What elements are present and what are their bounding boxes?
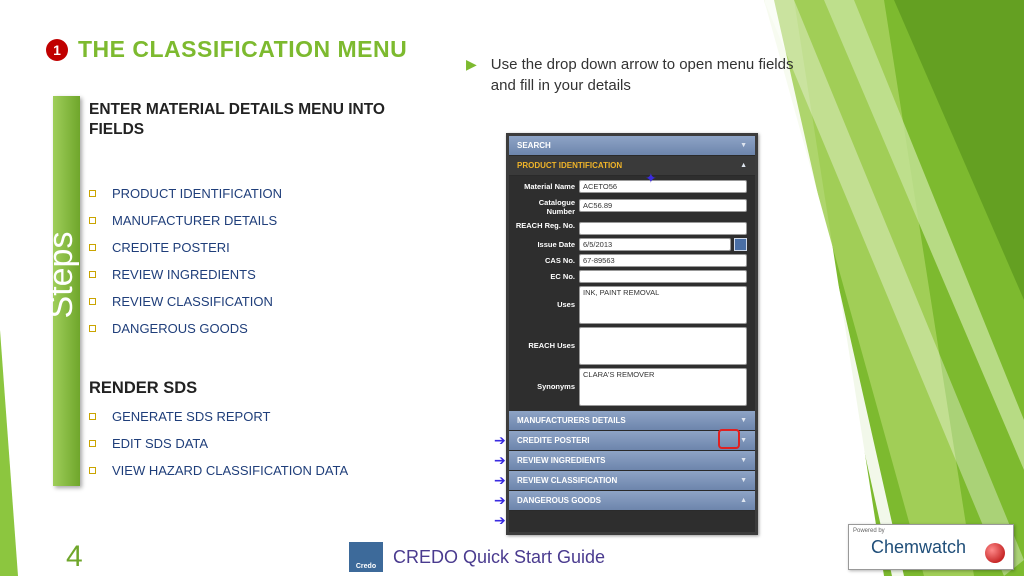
chevron-down-icon[interactable]: ▼ bbox=[740, 142, 747, 149]
list-item-label: CREDITE POSTERI bbox=[112, 240, 230, 255]
material-name-field[interactable]: ACETO56 bbox=[579, 180, 747, 193]
bullet-icon bbox=[89, 440, 96, 447]
review-ingredients-header[interactable] bbox=[509, 451, 755, 471]
list-item bbox=[89, 403, 348, 430]
chevron-up-icon[interactable]: ▲ bbox=[740, 497, 747, 504]
slide-title-row bbox=[46, 36, 407, 63]
list-item bbox=[89, 457, 348, 484]
section-header-label: MANUFACTURERS DETAILS bbox=[517, 416, 626, 425]
synonyms-field[interactable]: CLARA'S REMOVER bbox=[579, 368, 747, 406]
list-item-label: REVIEW CLASSIFICATION bbox=[112, 294, 273, 309]
page-number: 4 bbox=[66, 540, 83, 573]
arrow-pointer-icon: ➔ bbox=[494, 432, 506, 448]
list-item bbox=[89, 207, 282, 234]
form-row bbox=[513, 180, 747, 193]
list-item bbox=[89, 430, 348, 457]
form-row bbox=[513, 219, 747, 235]
list-item bbox=[89, 315, 282, 342]
field-label: REACH Uses bbox=[528, 341, 575, 350]
product-identification-form bbox=[509, 176, 755, 411]
field-label: Synonyms bbox=[537, 382, 575, 391]
arrow-pointer-icon: ➔ bbox=[494, 472, 506, 488]
powered-by-label: Powered by bbox=[853, 528, 885, 534]
bullet-icon bbox=[89, 217, 96, 224]
section-header-label: CREDITE POSTERI bbox=[517, 436, 590, 445]
form-row bbox=[513, 196, 747, 216]
field-label: Material Name bbox=[524, 182, 575, 191]
chevron-down-icon[interactable]: ▼ bbox=[740, 477, 747, 484]
section-header-label: PRODUCT IDENTIFICATION bbox=[517, 161, 623, 170]
bullet-icon bbox=[89, 467, 96, 474]
bullet-icon bbox=[89, 190, 96, 197]
render-sds-heading: RENDER SDS bbox=[89, 379, 198, 397]
field-label: EC No. bbox=[550, 272, 575, 281]
steps-label: Steps bbox=[42, 231, 80, 319]
issue-date-field[interactable]: 6/5/2013 bbox=[579, 238, 731, 251]
chevron-down-icon[interactable]: ▼ bbox=[740, 437, 747, 444]
manufacturers-details-header[interactable] bbox=[509, 411, 755, 431]
render-sds-list bbox=[89, 403, 348, 484]
list-item bbox=[89, 234, 282, 261]
catalogue-number-field[interactable]: AC56.89 bbox=[579, 199, 747, 212]
credo-logo: Credo bbox=[349, 542, 383, 572]
reach-uses-field[interactable] bbox=[579, 327, 747, 365]
bullet-icon bbox=[89, 298, 96, 305]
arrow-pointer-icon: ➔ bbox=[494, 452, 506, 468]
chemwatch-logo bbox=[848, 524, 1014, 570]
uses-field[interactable]: INK, PAINT REMOVAL bbox=[579, 286, 747, 324]
list-item-label: REVIEW INGREDIENTS bbox=[112, 267, 256, 282]
star-marker-icon: ✦ bbox=[645, 170, 657, 186]
footer-title: CREDO Quick Start Guide bbox=[393, 546, 606, 567]
field-label: Issue Date bbox=[537, 240, 575, 249]
list-item-label: EDIT SDS DATA bbox=[112, 436, 209, 451]
section-header-label: REVIEW INGREDIENTS bbox=[517, 456, 606, 465]
bullet-icon bbox=[89, 244, 96, 251]
chevron-up-icon[interactable]: ▲ bbox=[740, 162, 747, 169]
chemwatch-ball-icon bbox=[985, 543, 1005, 563]
chevron-down-icon[interactable]: ▼ bbox=[740, 417, 747, 424]
instruction-tip bbox=[466, 54, 806, 96]
enter-details-list bbox=[89, 180, 282, 342]
review-classification-header[interactable] bbox=[509, 471, 755, 491]
search-section-header[interactable] bbox=[509, 136, 755, 156]
enter-details-heading: ENTER MATERIAL DETAILS MENU INTO FIELDS bbox=[89, 101, 385, 138]
field-label: CAS No. bbox=[545, 256, 575, 265]
form-row bbox=[513, 368, 747, 406]
list-item-label: MANUFACTURER DETAILS bbox=[112, 213, 278, 228]
list-item bbox=[89, 288, 282, 315]
step-number-badge: 1 bbox=[46, 39, 68, 61]
form-row bbox=[513, 286, 747, 324]
list-item-label: VIEW HAZARD CLASSIFICATION DATA bbox=[112, 463, 349, 478]
list-item-label: GENERATE SDS REPORT bbox=[112, 409, 271, 424]
section-header-label: REVIEW CLASSIFICATION bbox=[517, 476, 618, 485]
field-label: Catalogue Number bbox=[538, 198, 575, 216]
arrow-pointer-icon: ➔ bbox=[494, 492, 506, 508]
dangerous-goods-header[interactable] bbox=[509, 491, 755, 511]
dropdown-highlight-ring bbox=[718, 429, 740, 449]
form-row bbox=[513, 238, 747, 251]
classification-menu-panel bbox=[506, 133, 758, 535]
cas-number-field[interactable]: 67-89563 bbox=[579, 254, 747, 267]
section-header-label: DANGEROUS GOODS bbox=[517, 496, 602, 505]
reach-reg-field[interactable] bbox=[579, 222, 747, 235]
chemwatch-name: Chemwatch bbox=[871, 537, 967, 557]
footer bbox=[349, 542, 605, 572]
form-row bbox=[513, 327, 747, 365]
left-green-stripe bbox=[0, 0, 40, 576]
field-label: REACH Reg. No. bbox=[515, 221, 575, 230]
arrow-pointer-icon: ➔ bbox=[494, 512, 506, 528]
form-row bbox=[513, 270, 747, 283]
list-item bbox=[89, 180, 282, 207]
bullet-icon bbox=[89, 413, 96, 420]
slide-title: THE CLASSIFICATION MENU bbox=[78, 36, 408, 62]
calendar-icon[interactable] bbox=[734, 238, 747, 251]
field-label: Uses bbox=[557, 300, 575, 309]
section-header-label: SEARCH bbox=[517, 141, 551, 150]
list-item bbox=[89, 261, 282, 288]
tip-text: Use the drop down arrow to open menu fields and fill in your details bbox=[490, 56, 794, 94]
play-arrow-icon: ▶ bbox=[466, 56, 477, 72]
form-row bbox=[513, 254, 747, 267]
list-item-label: PRODUCT IDENTIFICATION bbox=[112, 186, 282, 201]
bullet-icon bbox=[89, 325, 96, 332]
bullet-icon bbox=[89, 271, 96, 278]
list-item-label: DANGEROUS GOODS bbox=[112, 321, 248, 336]
product-identification-header[interactable] bbox=[509, 156, 755, 176]
ec-number-field[interactable] bbox=[579, 270, 747, 283]
chevron-down-icon[interactable]: ▼ bbox=[740, 457, 747, 464]
